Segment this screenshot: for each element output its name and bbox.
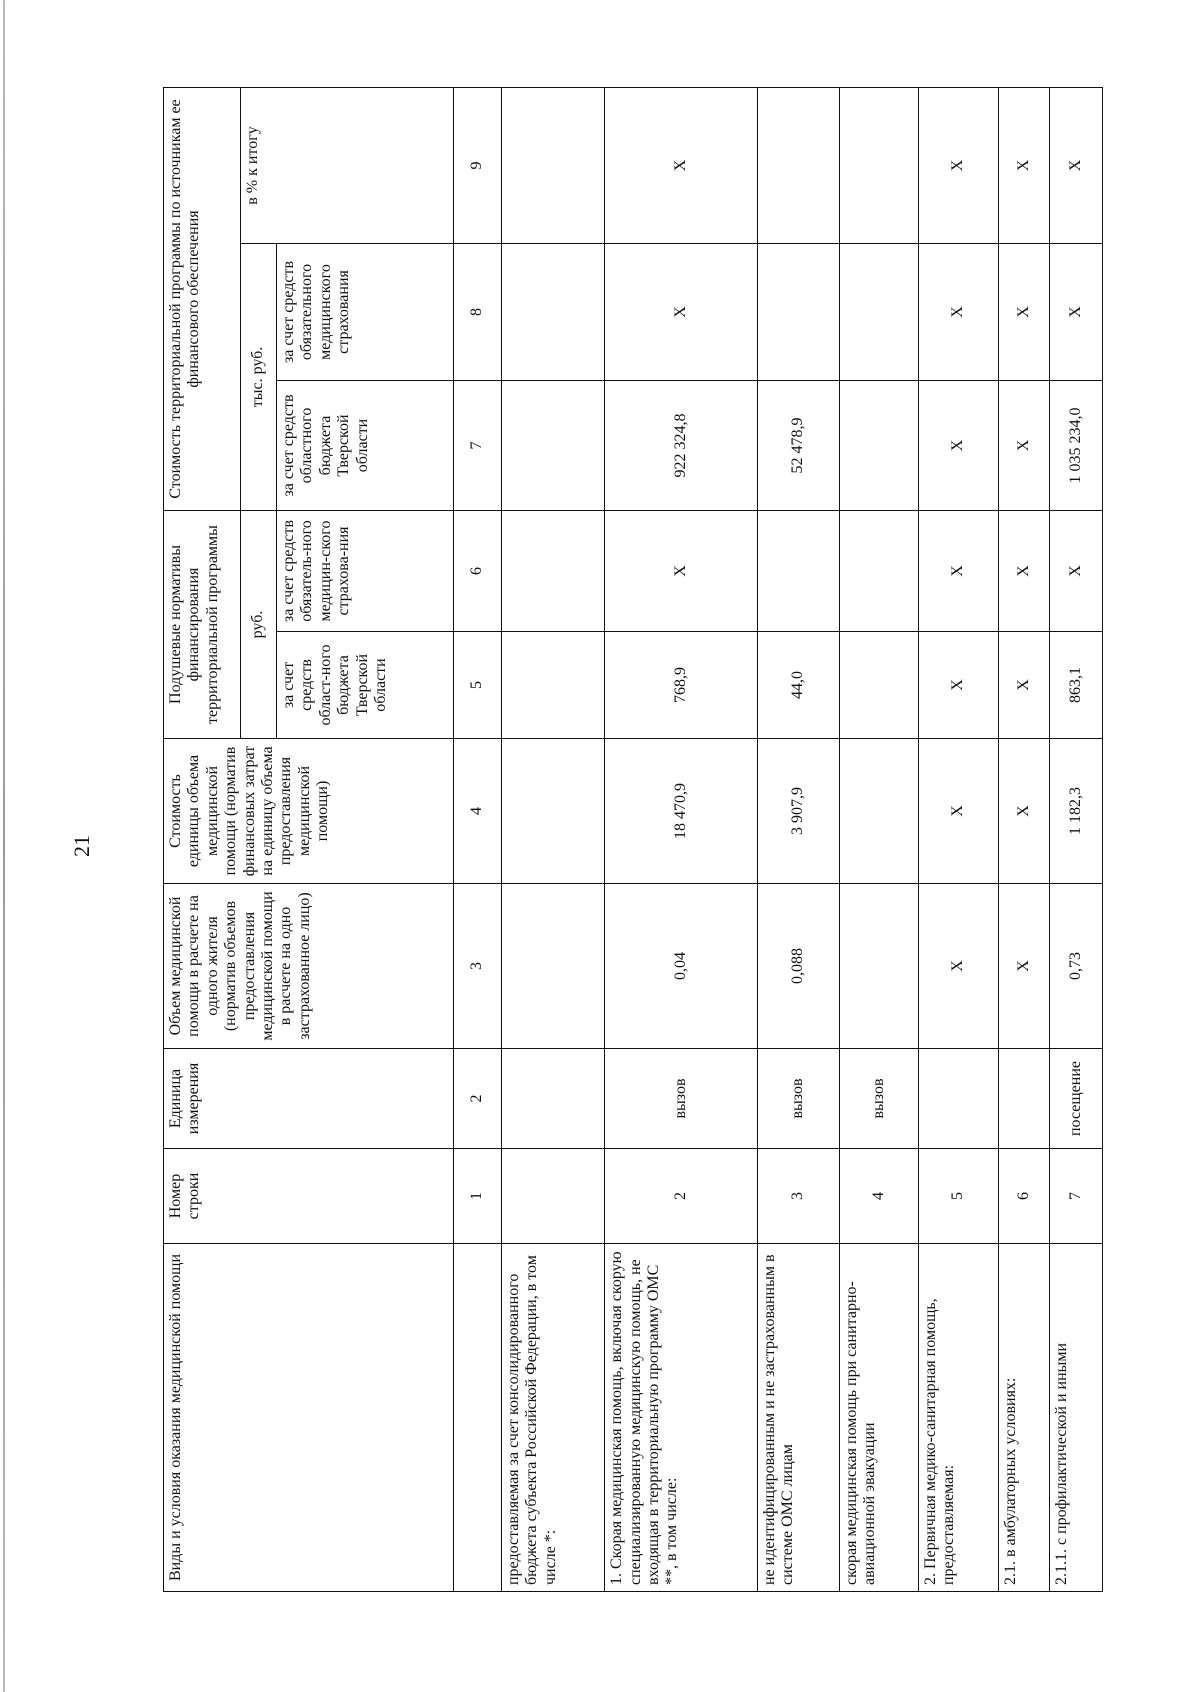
header-percent-total: в % к итогу (241, 87, 454, 243)
rotated-table-container (163, 88, 1103, 1592)
cell-cost-program-budget: Х (918, 380, 998, 510)
column-number: 9 (454, 87, 502, 243)
row-number: 7 (1050, 1149, 1103, 1244)
column-number: 8 (454, 243, 502, 380)
header-per-capita: Подушевые нормативы финансирования территориальной программы (164, 510, 241, 738)
cell-per-capita-budget (840, 632, 919, 739)
column-number: 1 (454, 1149, 502, 1244)
column-number-row (454, 87, 502, 1591)
cell-cost-program-oms (502, 243, 605, 380)
cell-unit: вызов (605, 1049, 758, 1149)
cell-cost-program-oms (757, 243, 839, 380)
cell-cost: Х (998, 739, 1050, 884)
row-label: 1. Скорая медицинская помощь, включая скорую специализированную медицинскую помощь, не входящая в территориальную программу ОМС **, в том числе: (605, 1244, 758, 1592)
column-number: 5 (454, 632, 502, 739)
row-number: 4 (840, 1149, 919, 1244)
header-cost-program: Стоимость территориальной программы по источникам ее финансового обеспечения (164, 87, 241, 510)
cell-per-capita-budget: 863,1 (1050, 632, 1103, 739)
table-row (1050, 87, 1103, 1591)
cell-cost-program-budget: Х (998, 380, 1050, 510)
cell-unit: вызов (840, 1049, 919, 1149)
cell-cost-program-budget: 1 035 234,0 (1050, 380, 1103, 510)
header-types: Виды и условия оказания медицинской помощи (164, 1244, 454, 1592)
cell-volume: 0,04 (605, 884, 758, 1049)
cell-percent-total: Х (1050, 87, 1103, 243)
cell-cost: 3 907,9 (757, 739, 839, 884)
header-cost-program-unit: тыс. руб. (241, 243, 277, 510)
header-row-number: Номер строки (164, 1149, 454, 1244)
row-number: 3 (757, 1149, 839, 1244)
header-per-capita-budget: за счет средств област-ного бюджета Тверской области (277, 632, 454, 739)
header-per-capita-unit: руб. (241, 510, 277, 738)
cell-cost: 1 182,3 (1050, 739, 1103, 884)
cell-volume: Х (918, 884, 998, 1049)
row-label: 2.1.1. с профилактической и иными (1050, 1244, 1103, 1592)
cell-cost-program-oms: Х (1050, 243, 1103, 380)
cell-percent-total (502, 87, 605, 243)
table-row (918, 87, 998, 1591)
cell-per-capita-oms (840, 510, 919, 631)
table-header (164, 87, 502, 1591)
cell-percent-total (840, 87, 919, 243)
cell-cost-program-budget (502, 380, 605, 510)
row-label: 2.1. в амбулаторных условиях: (998, 1244, 1050, 1592)
cell-cost-program-budget: 52 478,9 (757, 380, 839, 510)
cell-per-capita-budget: 768,9 (605, 632, 758, 739)
cell-cost-program-budget: 922 324,8 (605, 380, 758, 510)
cell-per-capita-budget: 44,0 (757, 632, 839, 739)
cell-per-capita-budget (502, 632, 605, 739)
header-cost-program-budget: за счет средств областного бюджета Тверской области (277, 380, 454, 510)
cell-unit (502, 1049, 605, 1149)
cell-cost-program-oms: Х (605, 243, 758, 380)
cell-cost-program-oms: Х (918, 243, 998, 380)
table-body (502, 87, 1103, 1591)
column-number: 6 (454, 510, 502, 631)
cell-volume: Х (998, 884, 1050, 1049)
cell-per-capita-oms: Х (998, 510, 1050, 631)
row-number: 2 (605, 1149, 758, 1244)
cell-unit: посещение (1050, 1049, 1103, 1149)
header-unit: Единица измерения (164, 1049, 454, 1149)
scan-edge (3, 0, 5, 1692)
cell-cost: 18 470,9 (605, 739, 758, 884)
cell-unit (998, 1049, 1050, 1149)
table-row (502, 87, 605, 1591)
cell-percent-total: Х (998, 87, 1050, 243)
row-number (502, 1149, 605, 1244)
row-label: предоставляемая за счет консолидированного бюджета субъекта Российской Федерации, в том числе *: (502, 1244, 605, 1592)
table-row (605, 87, 758, 1591)
header-volume: Объем медицинской помощи в расчете на одного жителя (норматив объемов предоставления медицинской помощи в расчете на одно застрахованное лицо) (164, 884, 454, 1049)
cell-volume: 0,73 (1050, 884, 1103, 1049)
header-cost-unit: Стоимость единицы объема медицинской помощи (норматив финансовых затрат на единицу объема предоставления медицинской помощи) (164, 739, 454, 884)
cell-percent-total: Х (918, 87, 998, 243)
cell-cost (502, 739, 605, 884)
cell-cost (840, 739, 919, 884)
cell-per-capita-oms: Х (918, 510, 998, 631)
column-number (454, 1244, 502, 1592)
header-per-capita-oms: за счет средств обязатель-ного медицин-ского страхова-ния (277, 510, 454, 631)
row-label: не идентифицированным и не застрахованным в системе ОМС лицам (757, 1244, 839, 1592)
table-row (840, 87, 919, 1591)
cell-cost: Х (918, 739, 998, 884)
cell-percent-total (757, 87, 839, 243)
cell-cost-program-budget (840, 380, 919, 510)
cell-volume (502, 884, 605, 1049)
row-number: 6 (998, 1149, 1050, 1244)
column-number: 3 (454, 884, 502, 1049)
cell-unit: вызов (757, 1049, 839, 1149)
header-cost-program-oms: за счет средств обязательного медицинского страхования (277, 243, 454, 380)
cell-volume: 0,088 (757, 884, 839, 1049)
column-number: 4 (454, 739, 502, 884)
cell-per-capita-oms: Х (605, 510, 758, 631)
table-row (757, 87, 839, 1591)
financing-table (163, 87, 1103, 1592)
row-label: скорая медицинская помощь при санитарно-авиационной эвакуации (840, 1244, 919, 1592)
row-label: 2. Первичная медико-санитарная помощь, предоставляемая: (918, 1244, 998, 1592)
cell-cost-program-oms: Х (998, 243, 1050, 380)
cell-per-capita-oms: Х (1050, 510, 1103, 631)
cell-percent-total: Х (605, 87, 758, 243)
cell-volume (840, 884, 919, 1049)
table-row (998, 87, 1050, 1591)
column-number: 2 (454, 1049, 502, 1149)
cell-per-capita-oms (502, 510, 605, 631)
cell-unit (918, 1049, 998, 1149)
row-number: 5 (918, 1149, 998, 1244)
page-number: 21 (69, 835, 94, 857)
cell-per-capita-budget: Х (918, 632, 998, 739)
cell-cost-program-oms (840, 243, 919, 380)
column-number: 7 (454, 380, 502, 510)
cell-per-capita-oms (757, 510, 839, 631)
cell-per-capita-budget: Х (998, 632, 1050, 739)
